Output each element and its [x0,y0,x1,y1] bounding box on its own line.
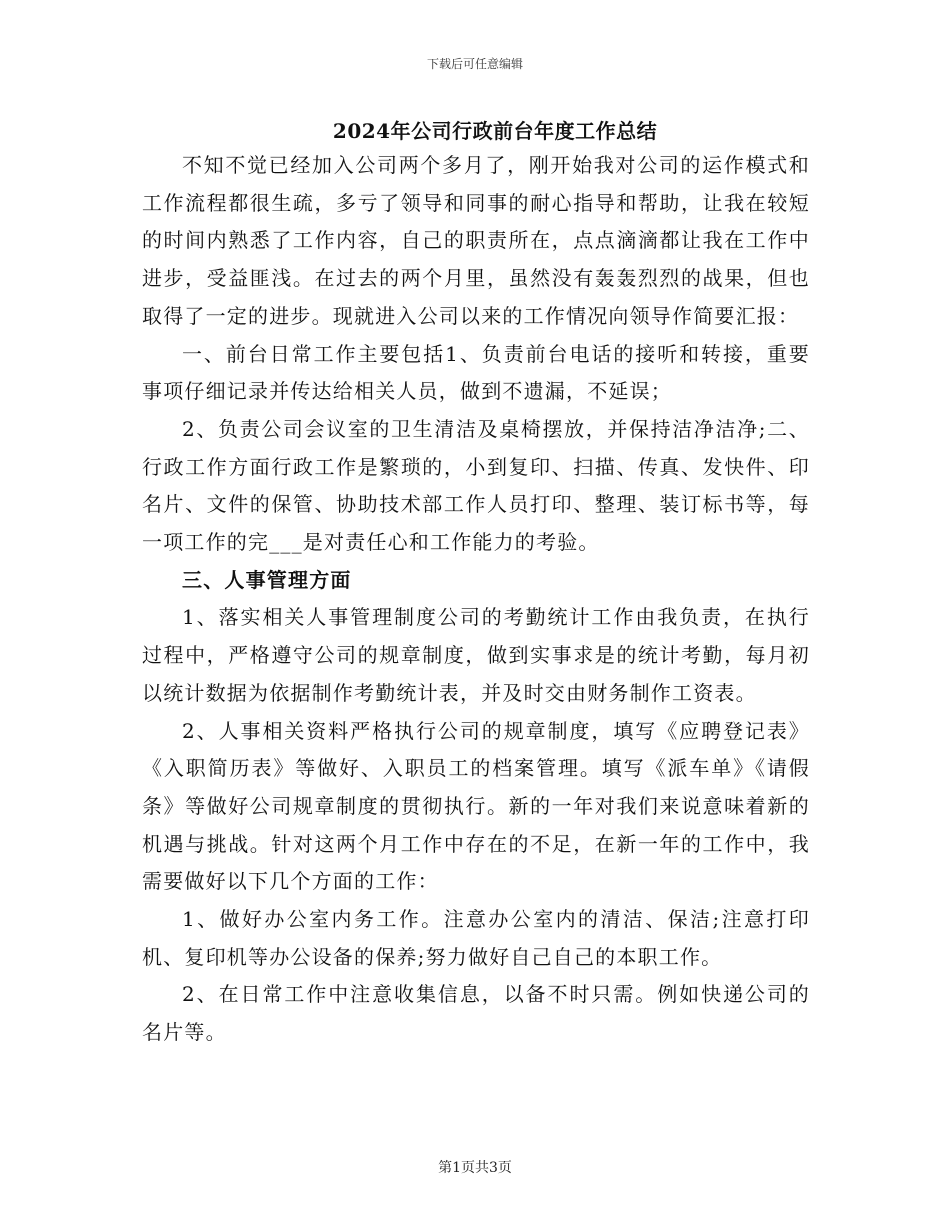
header-note: 下载后可任意编辑 [426,57,523,71]
paragraph-office-affairs: 1、做好办公室内务工作。注意办公室内的清洁、保洁;注意打印机、复印机等办公设备的保养;努力做好自己自己的本职工作。 [142,907,810,969]
paragraph-attendance: 1、落实相关人事管理制度公司的考勤统计工作由我负责，在执行过程中，严格遵守公司的规章制度，做到实事求是的统计考勤，每月初以统计数据为依据制作考勤统计表，并及时交由财务制作工资表。 [142,605,810,705]
document-body [142,147,810,1052]
section-heading-hr: 三、人事管理方面 [182,567,352,592]
paragraph-info-collection: 2、在日常工作中注意收集信息，以备不时只需。例如快递公司的名片等。 [142,982,810,1045]
paragraph-hr-records: 2、人事相关资料严格执行公司的规章制度，填写《应聘登记表》《入职简历表》等做好、入职员工的档案管理。填写《派车单》《请假条》等做好公司规章制度的贯彻执行。新的一年对我们来说意味着新的机遇与挑战。针对这两个月工作中存在的不足，在新一年的工作中，我需要做好以下几个方面的工作： [142,718,810,894]
page-number: 第1页共3页 [438,1160,512,1176]
paragraph-intro: 不知不觉已经加入公司两个多月了，刚开始我对公司的运作模式和工作流程都很生疏，多亏了领导和同事的耐心指导和帮助，让我在较短的时间内熟悉了工作内容，自己的职责所在，点点滴滴都让我在工作中进步，受益匪浅。在过去的两个月里，虽然没有轰轰烈烈的战果，但也取得了一定的进步。现就进入公司以来的工作情况向领导作简要汇报： [142,153,810,328]
document-title: 2024年公司行政前台年度工作总结 [332,119,658,143]
paragraph-front-desk: 一、前台日常工作主要包括1、负责前台电话的接听和转接，重要事项仔细记录并传达给相关人员，做到不遗漏，不延误； [142,341,810,404]
paragraph-admin-work: 2、负责公司会议室的卫生清洁及桌椅摆放，并保持洁净洁净;二、行政工作方面行政工作是繁琐的，小到复印、扫描、传真、发快件、印名片、文件的保管、协助技术部工作人员打印、整理、装订标书等，每一项工作的完___是对责任心和工作能力的考验。 [142,416,810,555]
